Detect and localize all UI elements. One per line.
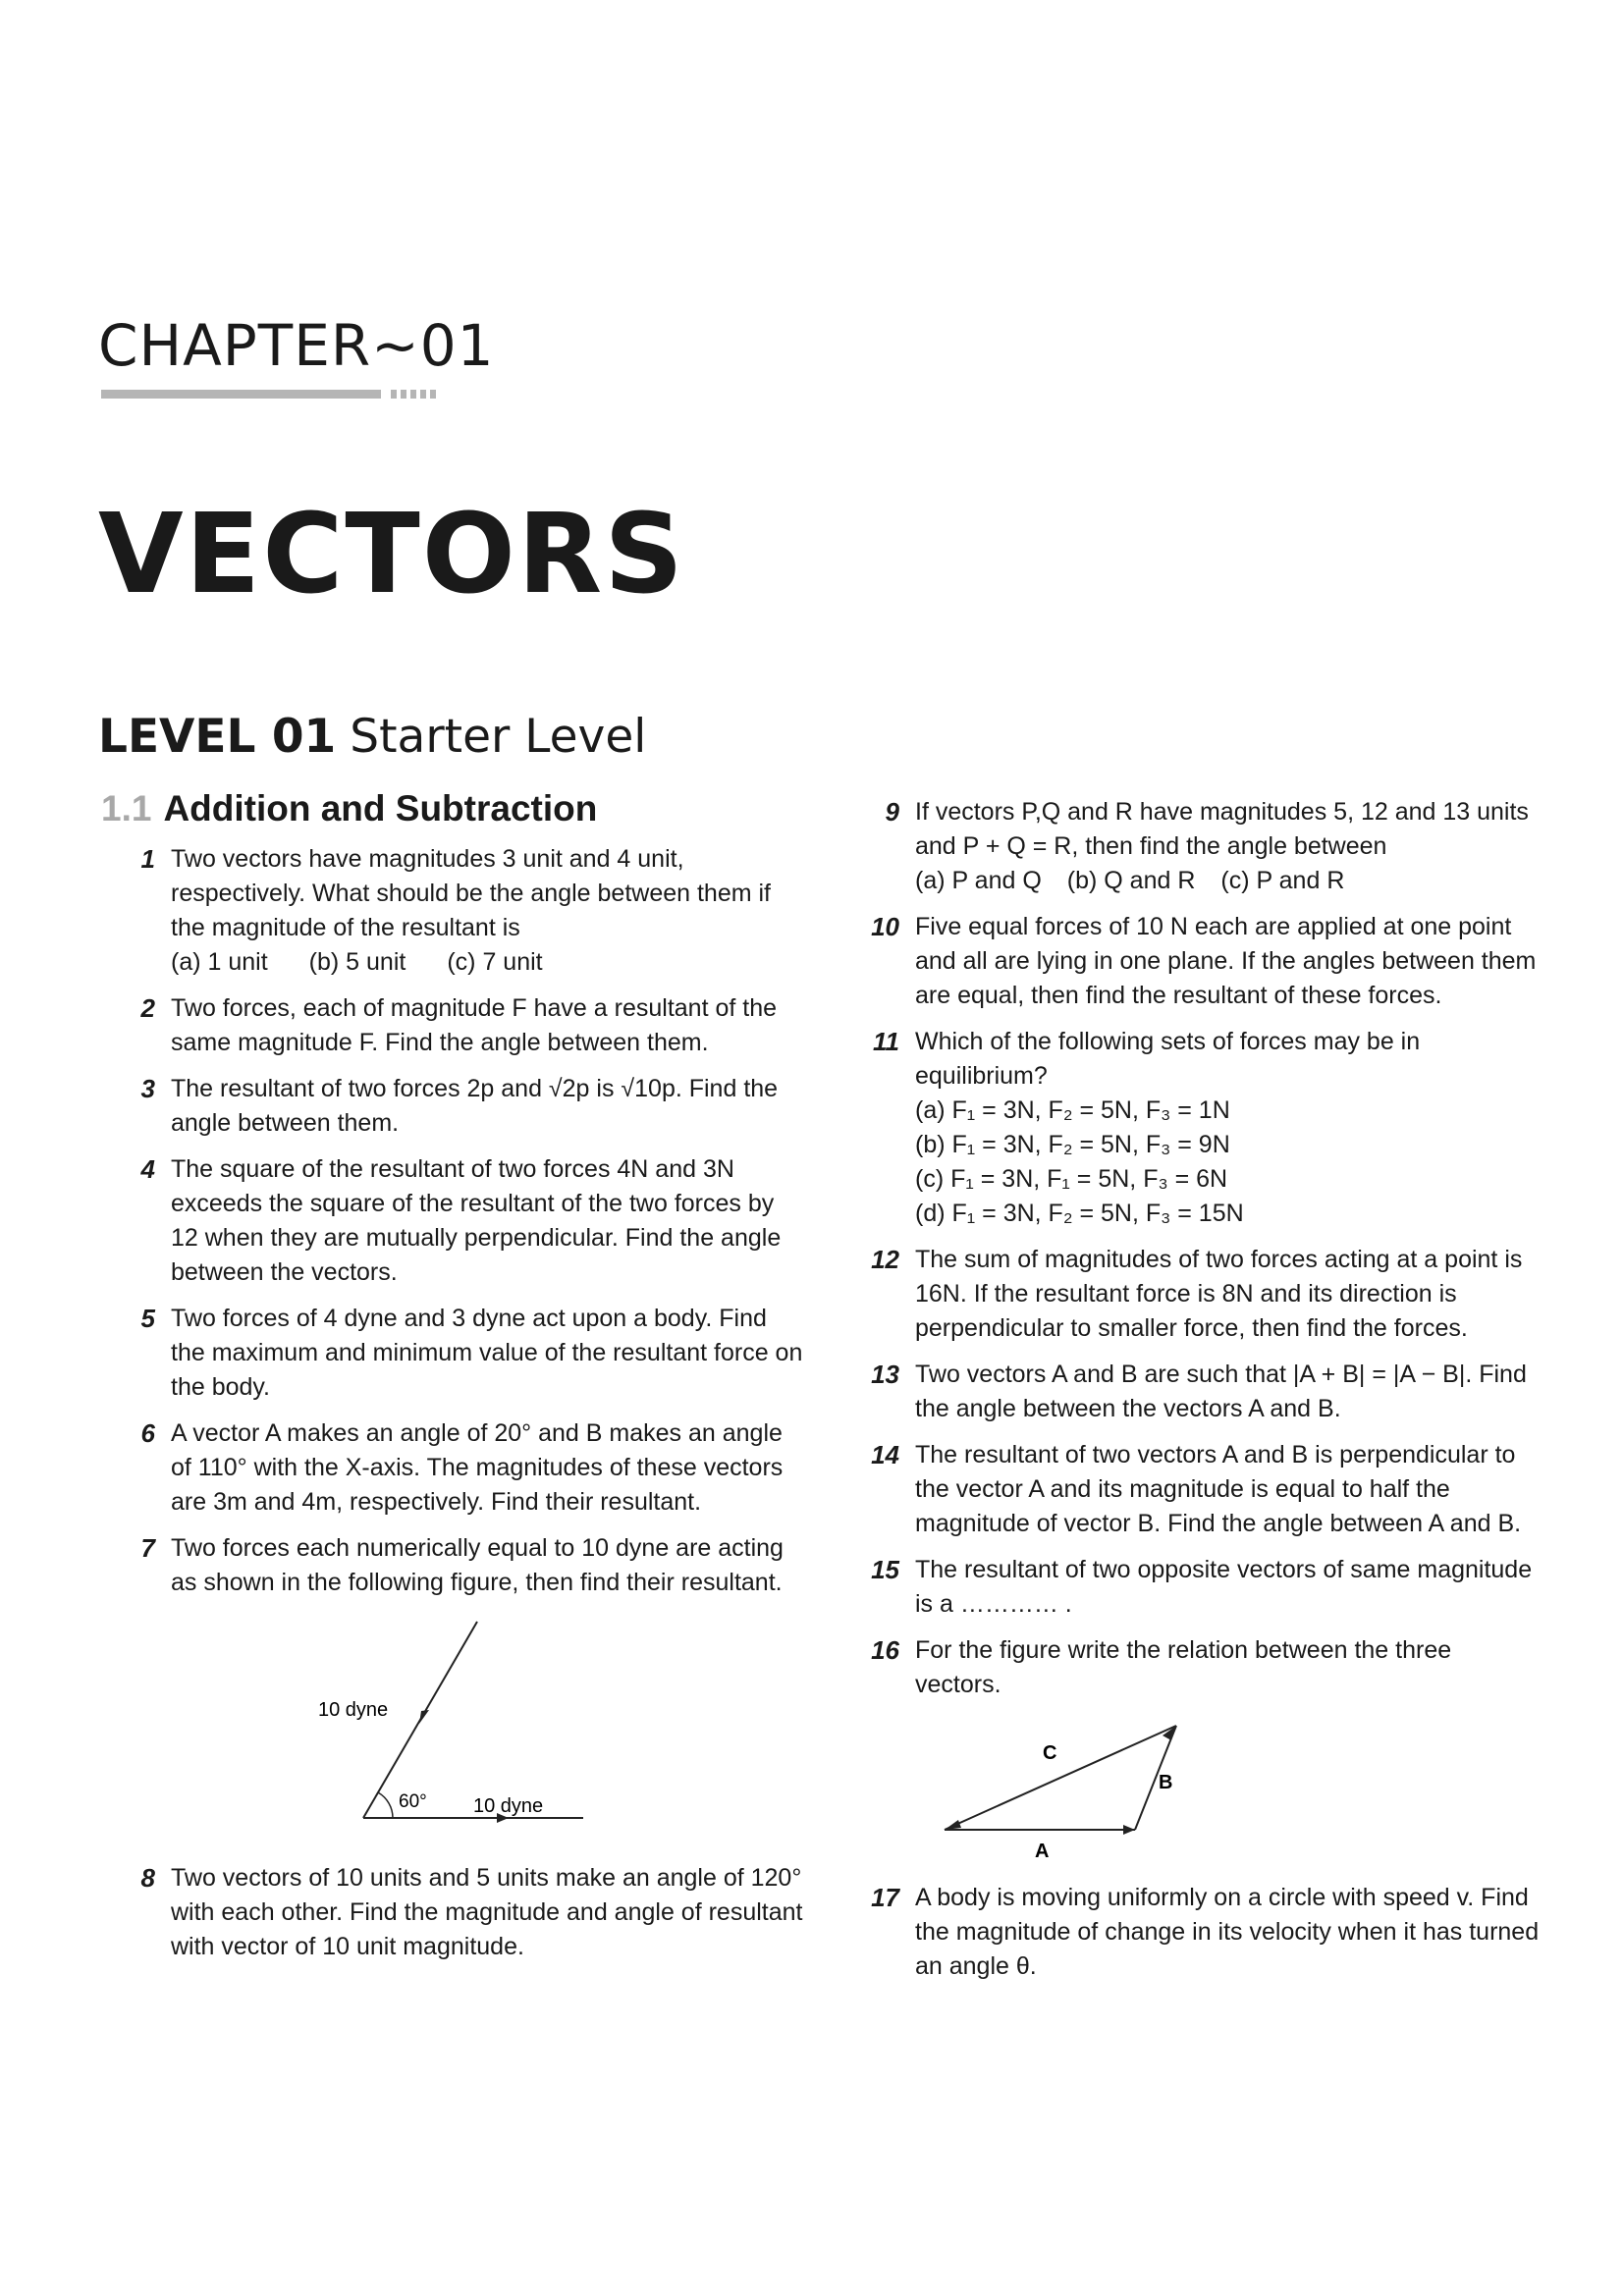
question-7 xyxy=(108,1531,807,1600)
figure-triangle xyxy=(915,1714,1540,1871)
question-text: Five equal forces of 10 N each are applied at one point and all are lying in one plane. If the angles between them are equal, then find the resultant of these forces. xyxy=(915,913,1537,1009)
chapter-underline xyxy=(101,390,381,399)
question-number: 2 xyxy=(140,993,155,1023)
angle-arc xyxy=(378,1792,393,1818)
question-text: Two vectors A and B are such that |A + B| = |A − B|. Find the angle between the vectors A and B. xyxy=(915,1361,1527,1422)
question-3 xyxy=(108,1072,807,1141)
question-number: 7 xyxy=(140,1533,155,1563)
question-number: 6 xyxy=(140,1418,155,1448)
chapter-label: CHAPTER~01 xyxy=(98,312,495,379)
question-8 xyxy=(108,1861,807,1964)
question-text: A vector A makes an angle of 20° and B makes an angle of 110° with the X-axis. The magnitudes of these vectors are 3m and 4m, respectively. Find their resultant. xyxy=(171,1419,784,1516)
question-17 xyxy=(852,1881,1540,1984)
question-13 xyxy=(852,1358,1540,1426)
vector-a-arrow-icon xyxy=(1123,1825,1135,1835)
option: (c) F₁ = 3N, F₁ = 5N, F₃ = 6N xyxy=(915,1165,1228,1193)
question-number: 10 xyxy=(871,912,899,941)
question-4 xyxy=(108,1152,807,1290)
question-15 xyxy=(852,1553,1540,1622)
figure-triangle-diagram xyxy=(915,1714,1465,1861)
option: (b) 5 unit xyxy=(308,948,406,976)
section-title: Addition and Subtraction xyxy=(163,788,598,828)
inclined-force-label: 10 dyne xyxy=(318,1699,389,1721)
vector-a-label: A xyxy=(1035,1841,1050,1861)
option: (a) F₁ = 3N, F₂ = 5N, F₃ = 1N xyxy=(915,1096,1230,1124)
question-text: The sum of magnitudes of two forces acting at a point is 16N. If the resultant force is 8N and its direction is perpendicular to smaller force, then find the forces. xyxy=(915,1246,1523,1342)
question-text: A body is moving uniformly on a circle with speed v. Find the magnitude of change in its velocity when it has turned an angle θ. xyxy=(915,1884,1540,1980)
level-heading xyxy=(98,709,646,764)
figure-two-forces xyxy=(171,1612,807,1847)
option: (a) P and Q xyxy=(915,867,1042,894)
question-text: Which of the following sets of forces may be in equilibrium? xyxy=(915,1028,1421,1090)
section-number: 1.1 xyxy=(101,788,152,828)
question-text: For the figure write the relation between the three vectors. xyxy=(915,1636,1452,1698)
section-heading xyxy=(101,788,597,829)
vector-c-label: C xyxy=(1043,1742,1057,1764)
question-11 xyxy=(852,1025,1540,1231)
inclined-arrow-icon xyxy=(419,1710,429,1724)
chapter-underline-dots xyxy=(391,390,436,399)
question-2 xyxy=(108,991,807,1060)
question-number: 16 xyxy=(871,1635,899,1665)
figure-two-forces-diagram xyxy=(171,1612,721,1838)
left-column xyxy=(108,842,807,1976)
option: (b) F₁ = 3N, F₂ = 5N, F₃ = 9N xyxy=(915,1131,1230,1158)
horizontal-force-label: 10 dyne xyxy=(473,1795,544,1817)
question-text: Two vectors of 10 units and 5 units make an angle of 120° with each other. Find the magnitude and angle of resultant with vector of 10 unit magnitude. xyxy=(171,1864,803,1960)
vector-c-arrow-icon xyxy=(945,1820,961,1830)
question-text: If vectors P,Q and R have magnitudes 5, 12 and 13 units and P + Q = R, then find the angle between xyxy=(915,798,1529,860)
question-12 xyxy=(852,1243,1540,1346)
option: (c) 7 unit xyxy=(447,948,543,976)
question-number: 1 xyxy=(140,844,155,874)
question-5 xyxy=(108,1302,807,1405)
question-options xyxy=(171,945,807,980)
question-text: Two forces, each of magnitude F have a resultant of the same magnitude F. Find the angle between them. xyxy=(171,994,778,1056)
option: (a) 1 unit xyxy=(171,948,268,976)
question-6 xyxy=(108,1416,807,1520)
question-16 xyxy=(852,1633,1540,1702)
question-text: The resultant of two forces 2p and √2p is √10p. Find the angle between them. xyxy=(171,1075,779,1137)
question-number: 8 xyxy=(140,1863,155,1893)
question-options xyxy=(915,864,1540,898)
question-number: 5 xyxy=(140,1304,155,1333)
option: (d) F₁ = 3N, F₂ = 5N, F₃ = 15N xyxy=(915,1200,1244,1227)
question-number: 4 xyxy=(140,1154,155,1184)
question-text: The square of the resultant of two forces 4N and 3N exceeds the square of the resultant of the two forces by 12 when they are mutually perpendicular. Find the angle between the vectors. xyxy=(171,1155,782,1286)
right-column xyxy=(852,795,1540,1996)
question-number: 15 xyxy=(871,1555,899,1584)
question-text: The resultant of two opposite vectors of same magnitude is a ………… . xyxy=(915,1556,1533,1618)
question-number: 17 xyxy=(871,1883,899,1912)
option: (b) Q and R xyxy=(1066,867,1196,894)
question-number: 14 xyxy=(871,1440,899,1469)
question-text: Two forces each numerically equal to 10 dyne are acting as shown in the following figure, then find their resultant. xyxy=(171,1534,784,1596)
question-14 xyxy=(852,1438,1540,1541)
option: (c) P and R xyxy=(1220,867,1345,894)
angle-label: 60° xyxy=(399,1791,427,1812)
question-text: Two vectors have magnitudes 3 unit and 4 unit, respectively. What should be the angle between them if the magnitude of the resultant is xyxy=(171,845,771,941)
question-text: The resultant of two vectors A and B is perpendicular to the vector A and its magnitude is equal to half the magnitude of vector B. Find the angle between A and B. xyxy=(915,1441,1522,1537)
question-10 xyxy=(852,910,1540,1013)
level-number: LEVEL 01 xyxy=(98,710,337,764)
question-1 xyxy=(108,842,807,980)
question-number: 11 xyxy=(873,1027,899,1056)
question-number: 3 xyxy=(140,1074,155,1103)
question-text: Two forces of 4 dyne and 3 dyne act upon a body. Find the maximum and minimum value of the resultant force on the body. xyxy=(171,1305,803,1401)
question-number: 12 xyxy=(871,1245,899,1274)
chapter-title: VECTORS xyxy=(98,491,685,618)
vector-b-label: B xyxy=(1159,1772,1173,1793)
question-9 xyxy=(852,795,1540,898)
question-number: 9 xyxy=(885,797,899,827)
level-name: Starter Level xyxy=(350,710,647,764)
question-number: 13 xyxy=(871,1360,899,1389)
